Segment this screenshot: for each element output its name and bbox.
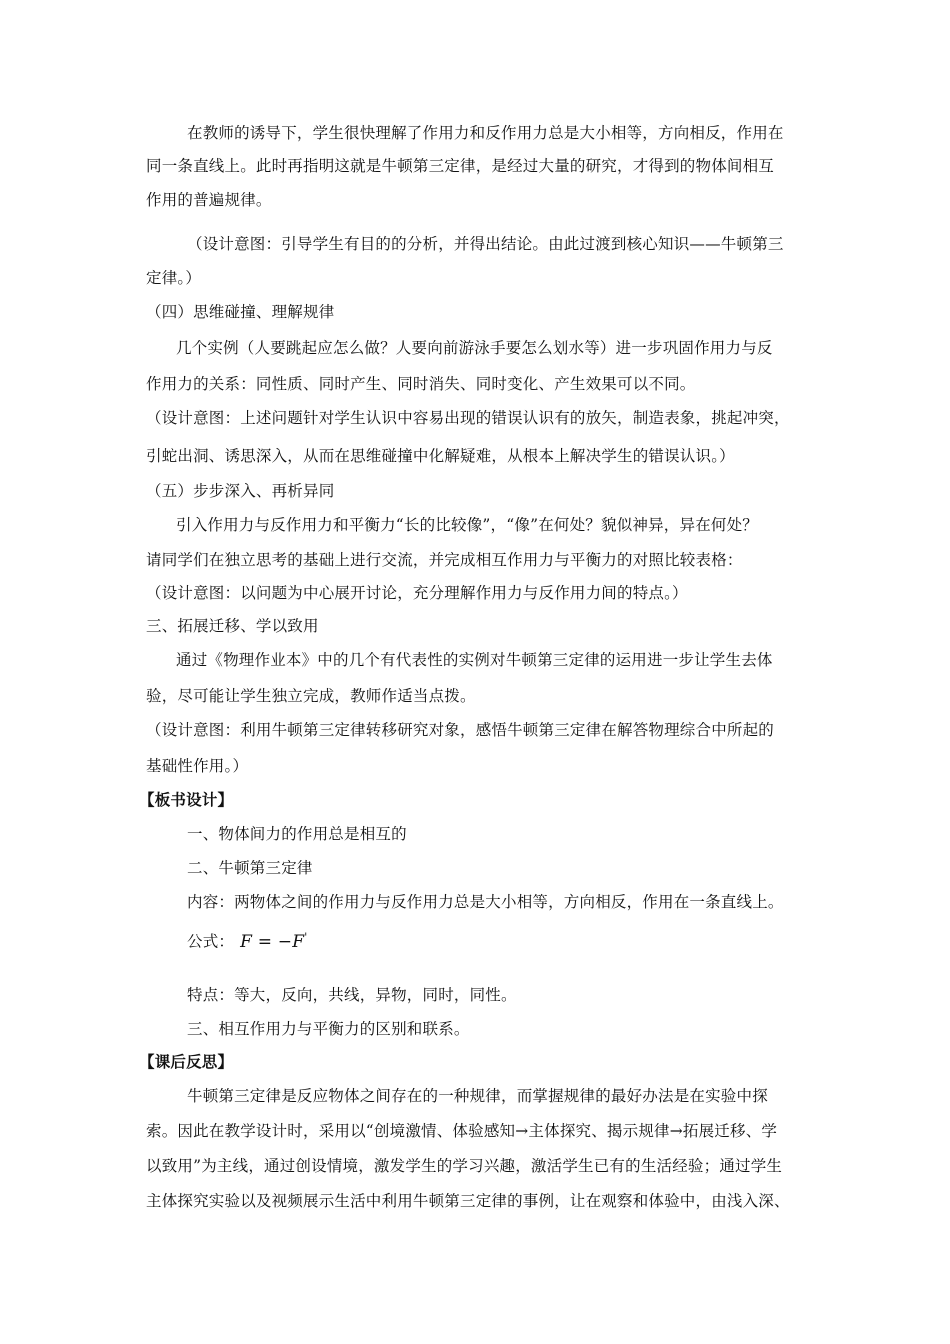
- paragraph-line: 请同学们在独立思考的基础上进行交流，并完成相互作用力与平衡力的对照比较表格：: [146, 551, 743, 569]
- board-line: 特点：等大，反向，共线，异物，同时，同性。: [187, 986, 517, 1004]
- paragraph-line: 引入作用力与反作用力和平衡力“长的比较像”，“像”在何处？貌似神异，异在何处？: [176, 516, 758, 534]
- board-design-title: 【板书设计】: [139, 790, 234, 809]
- paragraph-line: 同一条直线上。此时再指明这就是牛顿第三定律，是经过大量的研究，才得到的物体间相互: [146, 157, 775, 175]
- paragraph-line: 验，尽可能让学生独立完成，教师作适当点拨。: [146, 687, 476, 705]
- design-note-line: 基础性作用。）: [146, 757, 249, 775]
- design-note-line: （设计意图：利用牛顿第三定律转移研究对象，感悟牛顿第三定律在解答物理综合中所起的: [146, 721, 775, 739]
- reflection-title: 【课后反思】: [139, 1052, 234, 1071]
- board-line: 内容：两物体之间的作用力与反作用力总是大小相等，方向相反，作用在一条直线上。: [187, 893, 784, 911]
- paragraph-line: 在教师的诱导下，学生很快理解了作用力和反作用力总是大小相等，方向相反，作用在: [187, 124, 784, 142]
- paragraph-line: 作用力的关系：同性质、同时产生、同时消失、同时变化、产生效果可以不同。: [146, 375, 696, 393]
- paragraph-line: 以致用”为主线，通过创设情境，激发学生的学习兴趣，激活学生已有的生活经验；通过学生: [146, 1157, 783, 1175]
- board-line: 一、物体间力的作用总是相互的: [187, 825, 407, 843]
- board-line: 二、牛顿第三定律: [187, 859, 313, 877]
- design-note-line: （设计意图：以问题为中心展开讨论，充分理解作用力与反作用力间的特点。）: [146, 584, 688, 602]
- paragraph-line: 几个实例（人要跳起应怎么做？人要向前游泳手要怎么划水等）进一步巩固作用力与反: [176, 339, 773, 357]
- paragraph-line: 索。因此在教学设计时，采用以“创境激情、体验感知→主体探究、揭示规律→拓展迁移、学: [146, 1122, 778, 1140]
- formula-label: 公式：: [187, 932, 235, 951]
- paragraph-line: 主体探究实验以及视频展示生活中利用牛顿第三定律的事例，让在观察和体验中，由浅入深、: [146, 1192, 790, 1210]
- formula-line: [187, 927, 307, 952]
- paragraph-line: 牛顿第三定律是反应物体之间存在的一种规律，而掌握规律的最好办法是在实验中探: [187, 1087, 768, 1105]
- design-note-line: （设计意图：引导学生有目的的分析，并得出结论。由此过渡到核心知识——牛顿第三: [187, 235, 784, 253]
- section-heading: 三、拓展迁移、学以致用: [146, 617, 319, 635]
- design-note-line: （设计意图：上述问题针对学生认识中容易出现的错误认识有的放矢，制造表象，挑起冲突，: [146, 409, 790, 427]
- board-line: 三、相互作用力与平衡力的区别和联系。: [187, 1020, 470, 1038]
- paragraph-line: 通过《物理作业本》中的几个有代表性的实例对牛顿第三定律的运用进一步让学生去体: [176, 651, 773, 669]
- formula-expression: F = −F': [240, 930, 308, 952]
- section-heading: （五）步步深入、再析异同: [146, 482, 335, 500]
- design-note-line: 引蛇出洞、诱思深入，从而在思维碰撞中化解疑难，从根本上解决学生的错误认识。）: [146, 447, 735, 465]
- paragraph-line: 作用的普遍规律。: [146, 191, 272, 209]
- design-note-line: 定律。）: [146, 269, 202, 287]
- section-heading: （四）思维碰撞、理解规律: [146, 303, 335, 321]
